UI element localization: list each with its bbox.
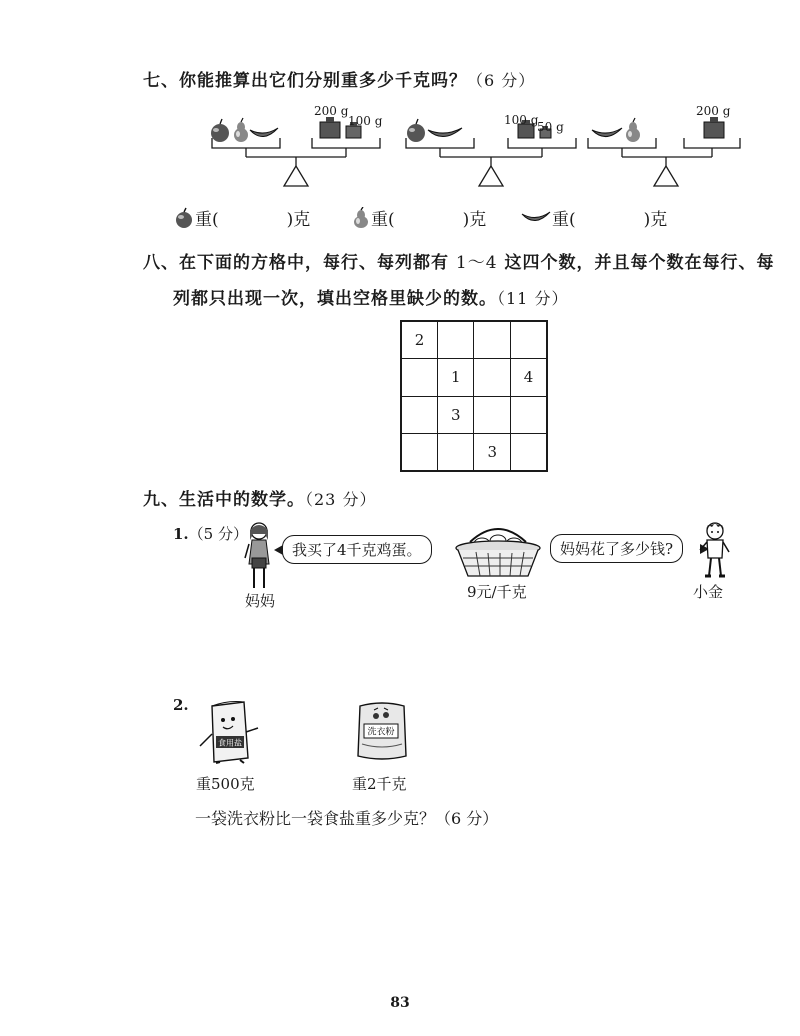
grid-cell[interactable] [510, 321, 547, 359]
boy-figure-icon [698, 520, 732, 582]
banana-icon [520, 208, 552, 228]
grid-cell[interactable]: 3 [438, 396, 474, 434]
answer-close: )克 [643, 210, 668, 230]
question-8-text-c: 列都只出现一次，填出空格里缺少的数。 [173, 289, 497, 309]
banana-icon [428, 128, 462, 137]
weight-label: 200 g [696, 104, 731, 118]
question-7-points: （6 分） [467, 71, 536, 90]
grid-cell[interactable] [401, 359, 438, 397]
grid-cell[interactable] [510, 434, 547, 472]
grid-cell[interactable] [510, 396, 547, 434]
pear-icon [626, 118, 640, 142]
grid-cell[interactable]: 3 [474, 434, 510, 472]
balance-scales-figure [200, 100, 745, 195]
sub-number: 2. [173, 696, 189, 714]
boy-speech-bubble: 妈妈花了多少钱? [550, 534, 683, 563]
banana-icon [592, 128, 622, 137]
grid-cell[interactable] [438, 434, 474, 472]
salt-bag-icon [196, 700, 264, 764]
pear-icon [234, 118, 248, 142]
answer-open: 重( [195, 210, 219, 230]
grid-cell[interactable]: 4 [510, 359, 547, 397]
powder-weight-caption: 重2千克 [352, 775, 407, 793]
weight-200g-icon [704, 117, 724, 138]
grid-cell[interactable] [474, 359, 510, 397]
washing-powder-label: 洗衣粉 [367, 727, 395, 738]
answer-banana [520, 205, 667, 230]
apple-icon [407, 119, 425, 142]
question-8-range: 1～4 [455, 253, 498, 273]
answer-open: 重( [371, 210, 395, 230]
grid-cell[interactable] [474, 396, 510, 434]
question-7-title [143, 66, 535, 91]
answer-close: )克 [462, 210, 487, 230]
question-7-text: 七、你能推算出它们分别重多少千克吗？ [143, 71, 467, 91]
grid-cell[interactable]: 2 [401, 321, 438, 359]
answer-close: )克 [286, 210, 311, 230]
sub-question-1-label [173, 523, 248, 544]
egg-price-caption: 9元/千克 [467, 583, 527, 601]
weight-label: 100 g [504, 113, 539, 127]
salt-weight-caption: 重500克 [196, 775, 255, 793]
page-number: 83 [390, 995, 410, 1011]
answer-apple [173, 205, 310, 230]
weight-label: 100 g [348, 114, 383, 128]
question-8-title [143, 248, 774, 273]
question-9-points: （23 分） [305, 490, 377, 509]
banana-icon [250, 128, 278, 137]
grid-cell[interactable] [401, 396, 438, 434]
sub-number: 1. [173, 525, 189, 543]
mother-speech-bubble: 我买了4千克鸡蛋。 [282, 535, 432, 564]
question-8-points: （11 分） [497, 289, 569, 308]
grid-cell[interactable] [438, 321, 474, 359]
grid-cell[interactable]: 1 [438, 359, 474, 397]
weight-label: 200 g [314, 104, 349, 118]
boy-caption: 小金 [693, 583, 724, 601]
question-8-title-line2 [173, 284, 568, 309]
sub-question-2-label [173, 696, 189, 714]
weight-label: 50 g [537, 120, 564, 134]
question-9-text: 九、生活中的数学。 [143, 490, 305, 510]
egg-basket-icon [452, 522, 544, 582]
answer-pear [351, 205, 486, 230]
grid-row [401, 434, 547, 472]
mother-figure-icon [243, 520, 275, 592]
question-9-title [143, 485, 376, 510]
grid-row [401, 359, 547, 397]
salt-bag-label: 食用盐 [218, 738, 242, 748]
grid-row [401, 321, 547, 359]
apple-icon [211, 119, 229, 142]
mother-caption: 妈妈 [245, 592, 276, 610]
question-8-text-b: 这四个数，并且每个数在每行、每 [504, 253, 775, 273]
sub-question-2-text: 一袋洗衣粉比一袋食盐重多少克？（6 分） [195, 809, 499, 828]
question-8-text-a: 八、在下面的方格中，每行、每列都有 [143, 253, 449, 273]
weight-200g-icon [320, 117, 340, 138]
washing-powder-bag-icon [354, 700, 410, 762]
sub-points: （5 分） [188, 525, 248, 543]
grid-row [401, 396, 547, 434]
pear-icon [351, 207, 371, 229]
sudoku-grid [400, 320, 548, 472]
answer-open: 重( [552, 210, 576, 230]
grid-cell[interactable] [401, 434, 438, 472]
grid-cell[interactable] [474, 321, 510, 359]
apple-icon [173, 207, 195, 229]
